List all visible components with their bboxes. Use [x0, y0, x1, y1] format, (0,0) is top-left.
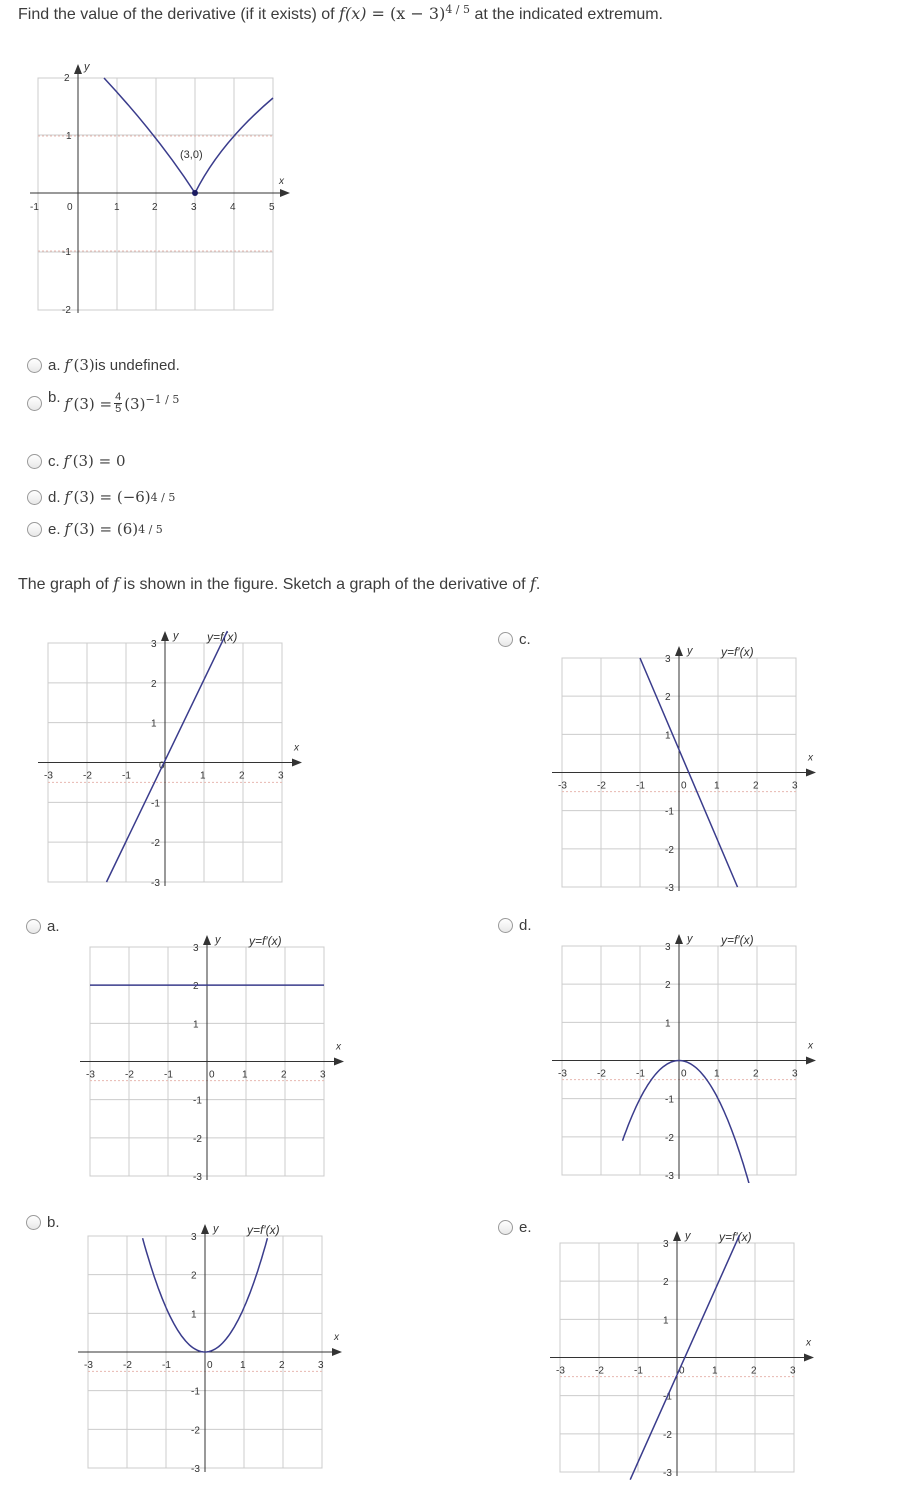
x-axis-label: x — [808, 1040, 813, 1052]
q1-graph — [28, 58, 298, 320]
x-tick-label: -2 — [83, 770, 92, 782]
y-tick-label: 3 — [663, 1239, 669, 1250]
a-graph-svg — [78, 929, 348, 1184]
q1-option-e-radio[interactable] — [27, 522, 42, 537]
question-2-prompt: The graph of f is shown in the figure. Sketch a graph of the derivative of f. — [18, 574, 541, 593]
x-tick-label: 3 — [792, 1068, 798, 1080]
q1-option-a-radio[interactable] — [27, 358, 42, 373]
q2-option-e-graph — [548, 1225, 818, 1480]
origin-label: 0 — [159, 760, 165, 772]
q1-grid — [38, 78, 273, 310]
q1-xtick: 1 — [114, 202, 120, 213]
y-tick-label: 3 — [665, 654, 671, 665]
q1-point-label: (3,0) — [180, 149, 203, 161]
y-tick-label: 3 — [191, 1232, 197, 1243]
d-graph-svg — [550, 928, 820, 1183]
c-graph-svg — [550, 640, 820, 895]
y-tick-label: -3 — [193, 1172, 202, 1183]
q2-option-e-radio[interactable] — [498, 1220, 513, 1235]
y-tick-label: -1 — [665, 806, 674, 818]
origin-label: 0 — [681, 1068, 687, 1080]
y-axis-label: y — [173, 630, 179, 642]
curve — [107, 631, 228, 882]
q1-xtick: -1 — [30, 202, 39, 213]
graph-title: y=f′(x) — [249, 934, 282, 948]
q2-option-d[interactable]: d. — [498, 917, 532, 934]
origin-label: 0 — [209, 1069, 215, 1081]
q2-option-a-radio[interactable] — [26, 919, 41, 934]
x-tick-label: 3 — [278, 770, 284, 782]
q2-option-d-graph — [550, 928, 820, 1183]
x-tick-label: -2 — [595, 1365, 604, 1377]
origin-label: 0 — [679, 1365, 685, 1377]
x-tick-label: -3 — [86, 1069, 95, 1081]
y-tick-label: 2 — [665, 692, 671, 704]
x-tick-label: 3 — [320, 1069, 326, 1081]
q1-xtick: 5 — [269, 202, 275, 213]
x-axis-label: x — [294, 742, 299, 754]
q1-xtick: 2 — [152, 202, 158, 213]
x-tick-label: -3 — [44, 770, 53, 782]
x-tick-label: 3 — [792, 780, 798, 792]
y-tick-label: -2 — [663, 1429, 672, 1441]
x-axis-label: x — [806, 1337, 811, 1349]
question-1-prompt: Find the value of the derivative (if it exists) of $f(x) = (x - 3)^{4 / 5}$ at the indicated extremum. — [18, 3, 663, 24]
y-tick-label: 1 — [193, 1019, 199, 1031]
x-tick-label: 1 — [712, 1365, 718, 1377]
x-tick-label: -2 — [125, 1069, 134, 1081]
y-tick-label: 2 — [151, 678, 157, 690]
y-tick-label: 3 — [193, 943, 199, 954]
q2-option-b-radio[interactable] — [26, 1215, 41, 1230]
x-tick-label: -3 — [558, 780, 567, 792]
y-tick-label: -3 — [665, 883, 674, 894]
y-tick-label: -3 — [151, 878, 160, 889]
x-tick-label: 1 — [714, 780, 720, 792]
graph-title: y=f(x) — [207, 630, 238, 644]
y-tick-label: 2 — [191, 1270, 197, 1282]
x-tick-label: 1 — [200, 770, 206, 782]
q1-option-c-radio[interactable] — [27, 454, 42, 469]
origin-label: 0 — [681, 780, 687, 792]
y-tick-label: 3 — [665, 942, 671, 953]
y-tick-label: -3 — [665, 1171, 674, 1182]
y-tick-label: 1 — [191, 1309, 197, 1321]
y-tick-label: 3 — [151, 639, 157, 650]
graph-title: y=f′(x) — [247, 1223, 280, 1237]
y-tick-label: -2 — [151, 838, 160, 850]
x-tick-label: 3 — [790, 1365, 796, 1377]
x-tick-label: 2 — [753, 1068, 759, 1080]
x-axis-label: x — [336, 1041, 341, 1053]
x-tick-label: -2 — [123, 1360, 132, 1371]
origin-label: 0 — [207, 1360, 213, 1371]
y-axis-label: y — [213, 1223, 219, 1235]
graph-title: y=f′(x) — [721, 645, 754, 659]
q2-option-b[interactable]: b. — [26, 1214, 60, 1231]
q1-option-c[interactable]: c. f ′(3) = 0 — [27, 452, 126, 470]
y-tick-label: -2 — [665, 844, 674, 856]
q2-option-e[interactable]: e. — [498, 1219, 532, 1236]
q1-ytick: -2 — [62, 305, 71, 316]
x-tick-label: -1 — [636, 1068, 645, 1080]
x-tick-label: -2 — [597, 1068, 606, 1080]
y-axis-label: y — [687, 645, 693, 657]
q1-y-label: y — [84, 61, 90, 73]
y-tick-label: -2 — [665, 1132, 674, 1144]
y-tick-label: 1 — [151, 718, 157, 730]
q1-option-b-radio[interactable] — [27, 396, 42, 411]
x-tick-label: -1 — [122, 770, 131, 782]
q2-option-d-radio[interactable] — [498, 918, 513, 933]
q1-option-a[interactable]: a. f ′(3) is undefined. — [27, 356, 180, 374]
x-tick-label: 2 — [279, 1360, 285, 1371]
q1-xtick: 4 — [230, 202, 236, 213]
x-axis-label: x — [334, 1332, 339, 1343]
q1-option-b[interactable]: b. f ′(3) = $\frac{4}{5}$ (3) $^{-1 / 5}$ — [27, 392, 179, 415]
x-axis-label: x — [808, 752, 813, 764]
x-tick-label: 1 — [714, 1068, 720, 1080]
y-tick-label: -1 — [193, 1095, 202, 1107]
x-tick-label: -1 — [636, 780, 645, 792]
x-tick-label: 2 — [281, 1069, 287, 1081]
q1-ytick: -1 — [62, 247, 71, 258]
b-graph-svg — [76, 1218, 346, 1476]
e-graph-svg — [548, 1225, 818, 1480]
q1-option-e[interactable]: e. f ′(3) = (6) 4 / 5 — [27, 520, 163, 538]
x-tick-label: 2 — [753, 780, 759, 792]
y-tick-label: 1 — [665, 1018, 671, 1030]
x-tick-label: -3 — [84, 1360, 93, 1371]
q2-option-a[interactable]: a. — [26, 918, 60, 935]
x-tick-label: -1 — [162, 1360, 171, 1371]
y-tick-label: 2 — [665, 980, 671, 992]
q1-option-d-radio[interactable] — [27, 490, 42, 505]
x-tick-label: -3 — [556, 1365, 565, 1377]
y-tick-label: -1 — [191, 1386, 200, 1398]
q2-main-graph — [36, 625, 306, 890]
y-tick-label: -3 — [663, 1468, 672, 1479]
q2-option-c-radio[interactable] — [498, 632, 513, 647]
y-axis-label: y — [685, 1230, 691, 1242]
graph-title: y=f′(x) — [721, 933, 754, 947]
y-tick-label: 1 — [663, 1315, 669, 1327]
q1-option-d[interactable]: d. f ′(3) = (−6) 4 / 5 — [27, 488, 175, 506]
x-tick-label: -2 — [597, 780, 606, 792]
y-tick-label: -3 — [191, 1464, 200, 1475]
x-tick-label: 2 — [751, 1365, 757, 1377]
q1-ytick: 1 — [66, 131, 72, 142]
y-axis-label: y — [687, 933, 693, 945]
x-tick-label: 1 — [240, 1360, 246, 1371]
q1-x-label: x — [279, 176, 284, 187]
q2-option-c-graph — [550, 640, 820, 895]
x-tick-label: -3 — [558, 1068, 567, 1080]
q1-xtick: 3 — [191, 202, 197, 213]
q2-option-a-graph — [78, 929, 348, 1184]
x-tick-label: -1 — [164, 1069, 173, 1081]
y-tick-label: -1 — [665, 1094, 674, 1106]
q1-origin: 0 — [67, 202, 73, 213]
q1-option-b-fraction: $\frac{4}{5}$ — [115, 391, 122, 415]
y-tick-label: 2 — [663, 1277, 669, 1289]
x-tick-label: -1 — [634, 1365, 643, 1377]
x-tick-label: 2 — [239, 770, 245, 782]
main-graph-svg — [36, 625, 306, 890]
y-tick-label: -2 — [191, 1425, 200, 1437]
x-tick-label: 1 — [242, 1069, 248, 1081]
graph-title: y=f′(x) — [719, 1230, 752, 1244]
x-tick-label: 3 — [318, 1360, 324, 1371]
y-axis-label: y — [215, 934, 221, 946]
q2-option-b-graph — [76, 1218, 346, 1476]
y-tick-label: -1 — [151, 798, 160, 810]
y-tick-label: 1 — [665, 730, 671, 742]
y-tick-label: 2 — [193, 981, 199, 993]
q1-ytick: 2 — [64, 73, 70, 84]
q1-extremum-point — [192, 190, 198, 196]
y-tick-label: -1 — [663, 1391, 672, 1403]
q2-option-c[interactable]: c. — [498, 631, 531, 648]
y-tick-label: -2 — [193, 1133, 202, 1145]
